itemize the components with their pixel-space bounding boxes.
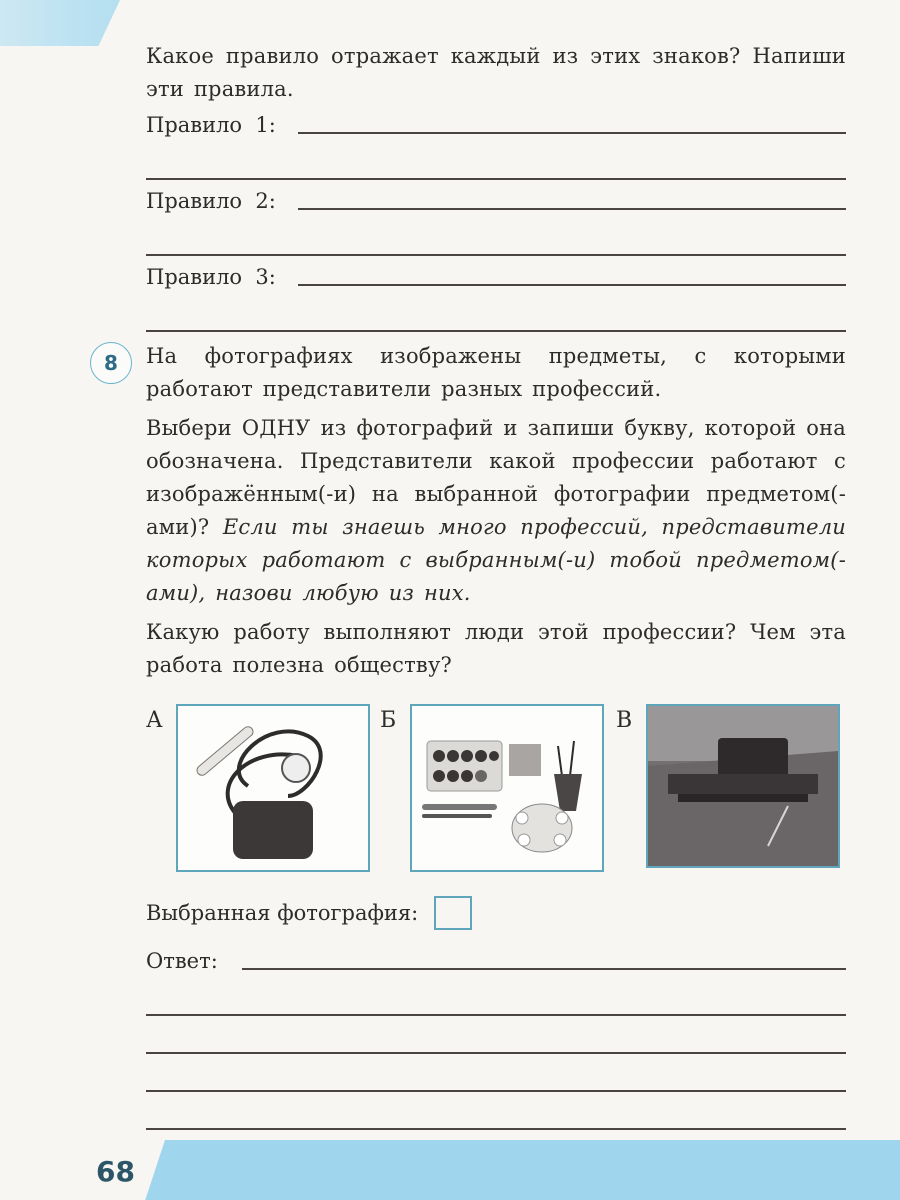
photo-options	[146, 704, 846, 874]
task-instructions	[146, 412, 846, 610]
combine-harvester-photo-icon	[646, 704, 840, 868]
photo-option-a[interactable]	[146, 704, 370, 872]
photo-option-c[interactable]	[616, 704, 840, 868]
worksheet-page	[104, 40, 846, 1130]
rule-2-label: Правило 2:	[146, 189, 276, 213]
answer-label: Ответ:	[146, 949, 218, 973]
photo-a-letter: А	[146, 708, 163, 733]
task-instructions-regular: Выбери ОДНУ из фотографий и запиши букву, которой она обозначена. Представители какой профессии работают с изображённым(-и) на выбранной фотографии предметом(-ами)?	[146, 416, 846, 539]
task-intro: На фотографиях изображены предметы, с которыми работают представители разных профессий.	[146, 344, 846, 401]
rule-3-row	[146, 258, 846, 294]
corner-accent-band	[0, 0, 120, 46]
rule-2-answer-line-2[interactable]	[146, 218, 846, 256]
rule-3-label: Правило 3:	[146, 265, 276, 289]
answer-line-2[interactable]	[146, 978, 846, 1016]
footer-page-number-tab	[0, 1140, 165, 1200]
chosen-photo-box[interactable]	[434, 896, 472, 930]
rule-2-row	[146, 182, 846, 218]
chosen-photo-label: Выбранная фотография:	[146, 900, 419, 925]
answer-row	[146, 942, 846, 978]
task-question: Какую работу выполняют люди этой профессии? Чем эта работа полезна обществу?	[146, 620, 846, 677]
answer-line-4[interactable]	[146, 1054, 846, 1092]
photo-b-letter: Б	[380, 708, 397, 733]
paints-brushes-palette-photo-icon	[410, 704, 604, 872]
answer-line-5[interactable]	[146, 1092, 846, 1130]
thermometer-tonometer-photo-icon	[176, 704, 370, 872]
rule-1-row	[146, 106, 846, 142]
task-instructions-italic: Если ты знаешь много профессий, представители которых работают с выбранным(-и) тобой предметом(-ами), назови любую из них.	[146, 515, 846, 605]
rule-1-answer-line-2[interactable]	[146, 142, 846, 180]
rule-3-answer-line-2[interactable]	[146, 294, 846, 332]
rule-1-label: Правило 1:	[146, 113, 276, 137]
task-8	[104, 340, 846, 1130]
rule-1-answer-line[interactable]	[298, 132, 846, 134]
answer-line-3[interactable]	[146, 1016, 846, 1054]
photo-c-letter: В	[616, 708, 633, 733]
answer-line-1[interactable]	[242, 968, 846, 970]
rules-question: Какое правило отражает каждый из этих знаков? Напиши эти правила.	[146, 44, 846, 101]
page-number: 68	[96, 1155, 135, 1188]
photo-option-b[interactable]	[380, 704, 604, 872]
chosen-photo-row	[146, 896, 846, 930]
task-number-badge: 8	[90, 342, 132, 384]
rule-3-answer-line[interactable]	[298, 284, 846, 286]
rule-2-answer-line[interactable]	[298, 208, 846, 210]
